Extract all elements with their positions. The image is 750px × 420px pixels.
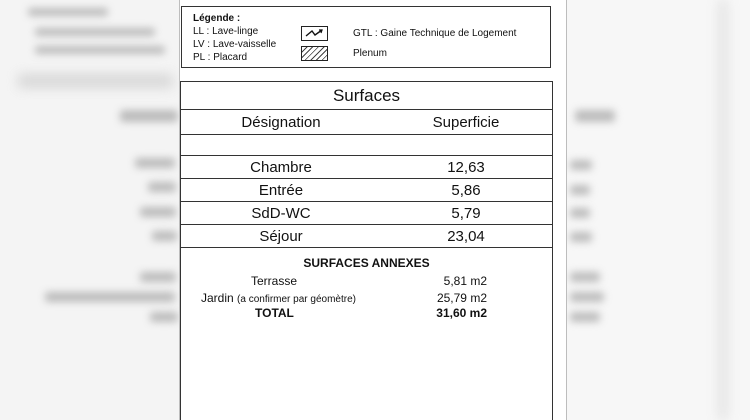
- row-divider: [181, 247, 552, 248]
- row-name-sdd-wc: SdD-WC: [251, 205, 311, 222]
- spacer-divider: [181, 155, 552, 156]
- plenum-hatch-icon: [301, 46, 328, 61]
- annex-terrasse-value: 5,81 m2: [443, 274, 487, 288]
- annex-jardin-name: Jardin: [201, 291, 234, 305]
- row-name-chambre: Chambre: [250, 159, 312, 176]
- legend-item-ll: LL : Lave-linge: [193, 26, 259, 37]
- surfaces-table: [180, 81, 553, 420]
- row-value-entree: 5,86: [451, 182, 481, 199]
- legend-box: [181, 6, 551, 68]
- row-name-entree: Entrée: [258, 182, 304, 199]
- row-divider: [181, 201, 552, 202]
- annexes-title: SURFACES ANNEXES: [303, 256, 430, 270]
- surfaces-title: Surfaces: [181, 82, 552, 110]
- row-value-sejour: 23,04: [447, 228, 485, 245]
- legend-item-lv: LV : Lave-vaisselle: [193, 39, 277, 50]
- row-value-chambre: 12,63: [447, 159, 485, 176]
- legend-title: Légende :: [193, 13, 241, 24]
- row-name-sejour: Séjour: [259, 228, 303, 245]
- annex-jardin-note: (a confirmer par géomètre): [237, 294, 356, 305]
- header-superficie: Superficie: [432, 114, 500, 131]
- legend-item-pl: PL : Placard: [193, 52, 248, 63]
- annex-total-label: TOTAL: [255, 306, 294, 320]
- annex-total-value: 31,60 m2: [436, 306, 487, 320]
- row-value-sdd-wc: 5,79: [451, 205, 481, 222]
- legend-gtl-label: GTL : Gaine Technique de Logement: [353, 28, 517, 39]
- annex-jardin-value: 25,79 m2: [436, 291, 487, 305]
- gtl-symbol-icon: [301, 26, 328, 41]
- row-divider: [181, 224, 552, 225]
- header-divider: [181, 134, 552, 135]
- annex-jardin-label: [201, 291, 356, 305]
- legend-plenum-label: Plenum: [353, 48, 387, 59]
- row-divider: [181, 178, 552, 179]
- annex-terrasse-label: Terrasse: [251, 274, 298, 288]
- header-designation: Désignation: [241, 114, 321, 131]
